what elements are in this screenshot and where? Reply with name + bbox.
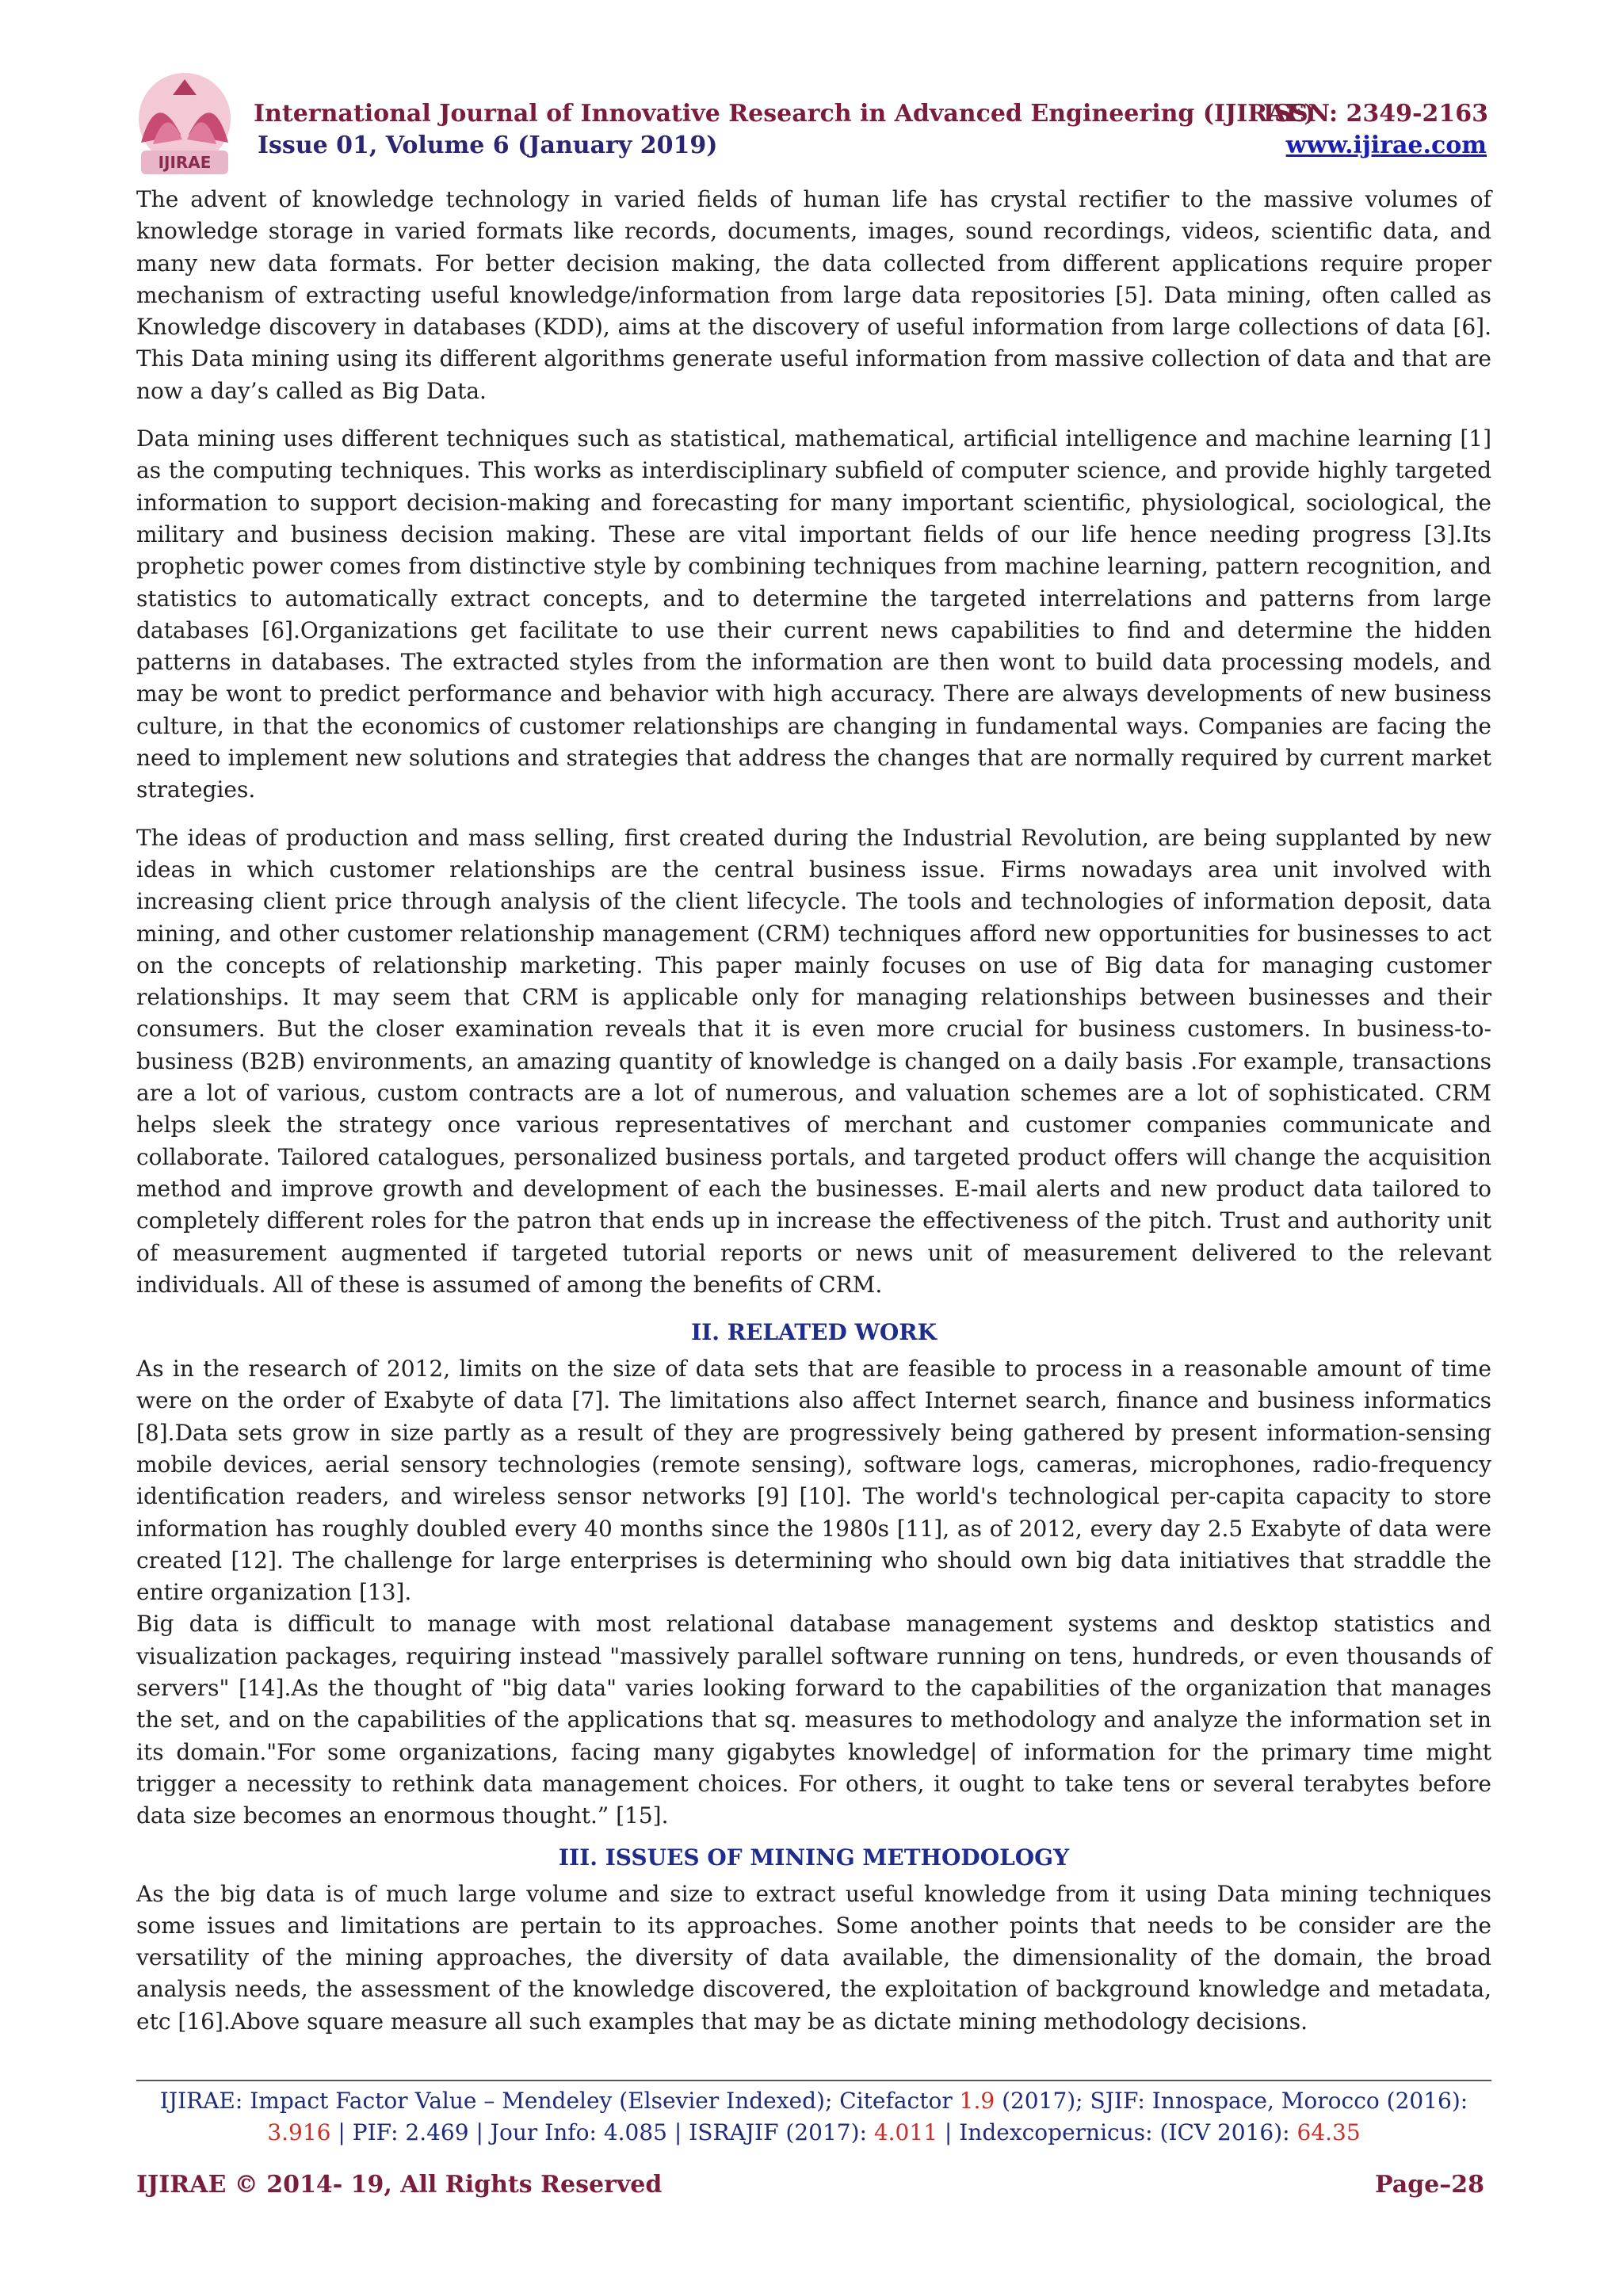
paragraph: The advent of knowledge technology in varied fields of human life has crystal rectifier to the massive volumes of knowledge storage in varied formats like records, documents, images, sound recordings, videos, scientific data, and many new data formats. For better decision making, the data collected from different applications require proper mechanism of extracting useful knowledge/information from large data repositories [5]. Data mining, often called as Knowledge discovery in databases (KDD), aims at the discovery of useful information from large collections of data [6]. This Data mining using its different algorithms generate useful information from massive collection of data and that are now a day’s called as Big Data. xyxy=(136,186,1491,404)
book-logo-icon xyxy=(125,71,244,158)
metrics-text: | PIF: 2.469 | Jour Info: 4.085 | ISRAJIF (2017): xyxy=(330,2119,874,2145)
article-body xyxy=(136,184,1491,2038)
metrics-text: | Indexcopernicus: (ICV 2016): xyxy=(938,2119,1297,2145)
metrics-text: IJIRAE: Impact Factor Value – Mendeley (Elsevier Indexed); Citefactor xyxy=(159,2088,960,2114)
footer-metrics xyxy=(136,2085,1491,2149)
footer-divider xyxy=(136,2080,1491,2081)
paragraph: Big data is difficult to manage with most relational database management systems and desktop statistics and visualization packages, requiring instead "massively parallel software running on tens, hundreds, or even thousands of servers" [14].As the thought of "big data" varies looking forward to the capabilities of the organization that manages the set, and on the capabilities of the applications that sq. measures to methodology and analyze the information set in its domain."For some organizations, facing many gigabytes knowledge| of information for the primary time might trigger a necessity to rethink data management choices. For others, it ought to take tens or several terabytes before data size becomes an enormous thought.” [15]. xyxy=(136,1611,1491,1829)
logo-badge: IJIRAE xyxy=(141,151,228,174)
paragraph: As in the research of 2012, limits on the size of data sets that are feasible to process in a reasonable amount of time were on the order of Exabyte of data [7]. The limitations also affect Internet search, finance and business informatics [8].Data sets grow in size partly as a result of they are progressively being gathered by present information-sensing mobile devices, aerial sensory technologies (remote sensing), software logs, cameras, microphones, radio-frequency identification readers, and wireless sensor networks [9] [10]. The world's technological per-capita capacity to store information has roughly doubled every 40 months since the 1980s [11], as of 2012, every day 2.5 Exabyte of data were created [12]. The challenge for large enterprises is determining who should own big data initiatives that straddle the entire organization [13]. xyxy=(136,1356,1491,1606)
icv-value: 64.35 xyxy=(1296,2119,1361,2145)
page-number: Page–28 xyxy=(1374,2171,1484,2199)
journal-logo xyxy=(125,71,244,182)
paragraph: As the big data is of much large volume and size to extract useful knowledge from it using Data mining techniques some issues and limitations are pertain to its approaches. Some another points that needs to be consider are the versatility of the mining approaches, the diversity of data available, the dimensionality of the domain, the broad analysis needs, the assessment of the knowledge discovered, the exploitation of background knowledge and metadata, etc [16].Above square measure all such examples that may be as dictate mining methodology decisions. xyxy=(136,1880,1491,2035)
issn: ISSN: 2349-2163 xyxy=(1262,100,1488,128)
copyright: IJIRAE © 2014- 19, All Rights Reserved xyxy=(136,2171,663,2199)
section-heading-mining-issues: III. ISSUES OF MINING METHODOLOGY xyxy=(558,1844,1070,1871)
issue-info: Issue 01, Volume 6 (January 2019) xyxy=(258,132,718,159)
website-link[interactable]: www.ijirae.com xyxy=(1285,132,1487,159)
metrics-text: (2017); SJIF: Innospace, Morocco (2016): xyxy=(995,2088,1468,2114)
page-header xyxy=(0,0,1623,182)
paragraph: Data mining uses different techniques such as statistical, mathematical, artificial intelligence and machine learning [1] as the computing techniques. This works as interdisciplinary subfield of computer science, and provide highly targeted information to support decision-making and forecasting for many important scientific, physiological, sociological, the military and business decision making. These are vital important fields of our life hence needing progress [3].Its prophetic power comes from distinctive style by combining techniques from machine learning, pattern recognition, and statistics to automatically extract concepts, and to determine the targeted interrelations and patterns from large databases [6].Organizations get facilitate to use their current news capabilities to find and determine the hidden patterns in databases. The extracted styles from the information are then wont to build data processing models, and may be wont to predict performance and behavior with high accuracy. There are always developments of new business culture, in that the economics of customer relationships are changing in fundamental ways. Companies are facing the need to implement new solutions and strategies that address the changes that are normally required by current market strategies. xyxy=(136,425,1491,803)
citefactor-value: 1.9 xyxy=(959,2088,995,2114)
section-heading-related-work: II. RELATED WORK xyxy=(691,1319,937,1346)
paragraph: The ideas of production and mass selling, first created during the Industrial Revolution, are being supplanted by new ideas in which customer relationships are the central business issue. Firms nowadays area unit involved with increasing client price through analysis of the client lifecycle. The tools and technologies of information deposit, data mining, and other customer relationship management (CRM) techniques afford new opportunities for businesses to act on the concepts of relationship marketing. This paper mainly focuses on use of Big data for managing customer relationships. It may seem that CRM is applicable only for managing relationships between businesses and their consumers. But the closer examination reveals that it is even more crucial for business customers. In business-to-business (B2B) environments, an amazing quantity of knowledge is changed on a daily basis .For example, transactions are a lot of various, custom contracts are a lot of numerous, and valuation schemes are a lot of sophisticated. CRM helps sleek the strategy once various representatives of merchant and customer companies communicate and collaborate. Tailored catalogues, personalized business portals, and targeted product offers will change the acquisition method and improve growth and development of each the businesses. E-mail alerts and new product data tailored to completely different roles for the patron that ends up in increase the effectiveness of the pitch. Trust and authority unit of measurement augmented if targeted tutorial reports or news unit of measurement delivered to the relevant individuals. All of these is assumed of among the benefits of CRM. xyxy=(136,824,1491,1298)
journal-title: International Journal of Innovative Research in Advanced Engineering (IJIRAE) xyxy=(254,100,1316,128)
israjif-value: 4.011 xyxy=(873,2119,938,2145)
sjif-value: 3.916 xyxy=(267,2119,331,2145)
